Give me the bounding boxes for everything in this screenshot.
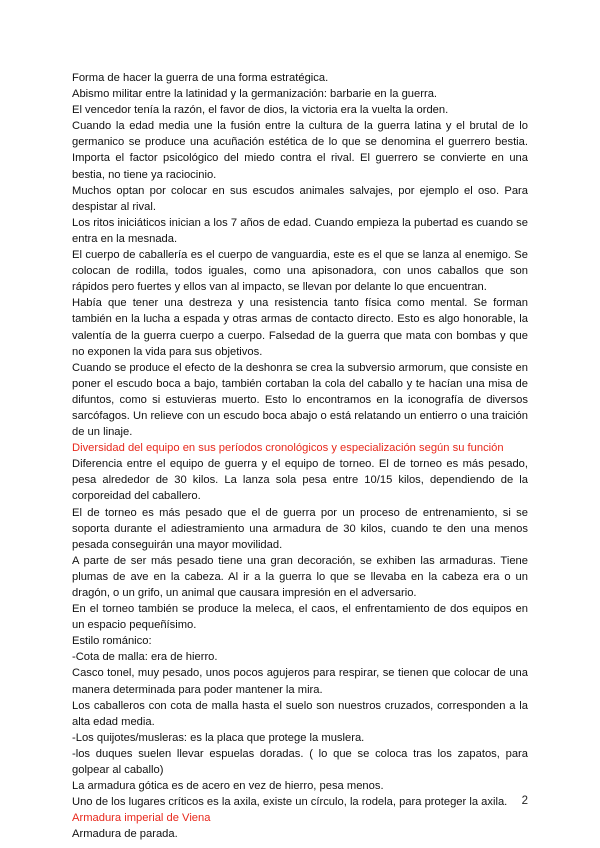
paragraph: La armadura gótica es de acero en vez de hierro, pesa menos.: [72, 780, 384, 793]
paragraph: En el torneo también se produce la meleca, el caos, el enfrentamiento de dos equipos en un espacio pequeñísimo.: [72, 603, 528, 632]
paragraph: Forma de hacer la guerra de una forma estratégica.: [72, 72, 329, 84]
paragraph: El vencedor tenía la razón, el favor de dios, la victoria era la vuelta la orden.: [72, 104, 449, 117]
page-number: 2: [521, 795, 528, 807]
paragraph: Los caballeros con cota de malla hasta el suelo son nuestros cruzados, corresponden a la alta edad media.: [72, 699, 528, 728]
paragraph: Casco tonel, muy pesado, unos pocos agujeros para respirar, se tienen que colocar de una manera determinada para poder mantener la mira.: [72, 667, 528, 696]
paragraph: A parte de ser más pesado tiene una gran decoración, se exhiben las armaduras. Tiene plumas de ave en la cabeza. Al ir a la guerra lo que se llevaba en la cabeza era o un dragón, o un grifo, un animal que causara impresión en el adversario.: [72, 554, 528, 599]
paragraph: El cuerpo de caballería es el cuerpo de vanguardia, este es el que se lanza al enemigo. Se colocan de rodilla, todos iguales, como una apisonadora, con unos caballos que son rápidos pero fuertes y ellos van al impacto, se llevan por delante lo que encuentran.: [72, 249, 528, 294]
section-heading: Armadura imperial de Viena: [72, 812, 211, 825]
paragraph: Los ritos iniciáticos inician a los 7 años de edad. Cuando empieza la pubertad es cuando se entra en la mesnada.: [72, 216, 528, 245]
paragraph: Cuando la edad media une la fusión entre la cultura de la guerra latina y el brutal de lo germanico se produce una acuñación estética de lo que se denomina el guerrero bestia. Importa el factor psicológico del miedo contra el rival. El guerrero se convierte en una bestia, no tiene ya raciocinio.: [72, 120, 528, 181]
paragraph: Había que tener una destreza y una resistencia tanto física como mental. Se forman también en la lucha a espada y otras armas de contacto directo. Esto es algo honorable, la valentía de la guerra cuerpo a cuerpo. Falsedad de la guerra que mata con bombas y que no exponen la vida para sus objetivos.: [72, 297, 528, 358]
paragraph: Uno de los lugares críticos es la axila, existe un círculo, la rodela, para proteger la axila.: [72, 796, 508, 809]
paragraph: Muchos optan por colocar en sus escudos animales salvajes, por ejemplo el oso. Para despistar al rival.: [72, 184, 528, 213]
paragraph: Armadura de parada.: [72, 828, 178, 841]
paragraph: Diferencia entre el equipo de guerra y el equipo de torneo. El de torneo es más pesado, pesa alrededor de 30 kilos. La lanza sola pesa entre 10/15 kilos, dependiendo de la corporeidad del caballero.: [72, 458, 528, 503]
paragraph: Estilo románico:: [72, 635, 152, 648]
document-body: [72, 70, 528, 843]
paragraph: -Los quijotes/musleras: es la placa que protege la muslera.: [72, 731, 365, 744]
paragraph: -los duques suelen llevar espuelas doradas. ( lo que se coloca tras los zapatos, para golpear al caballo): [72, 747, 528, 777]
paragraph: Cuando se produce el efecto de la deshonra se crea la subversio armorum, que consiste en poner el escudo boca a bajo, también cortaban la cola del caballo y te hacían una misa de difuntos, como si estuvieras muerto. Esto lo encontramos en la iconografía de diversos sarcófagos. Un relieve con un escudo boca abajo o está relatando un entierro o una traición de un linaje.: [72, 361, 528, 439]
section-heading: Diversidad del equipo en sus períodos cronológicos y especialización según su función: [72, 442, 504, 455]
paragraph: El de torneo es más pesado que el de guerra por un proceso de entrenamiento, si se soporta durante el adiestramiento una armadura de 30 kilos, cuando te den una menos pesada conseguirán una mayor movilidad.: [72, 506, 528, 551]
paragraph: -Cota de malla: era de hierro.: [72, 651, 218, 664]
paragraph: Abismo militar entre la latinidad y la germanización: barbarie en la guerra.: [72, 88, 438, 101]
